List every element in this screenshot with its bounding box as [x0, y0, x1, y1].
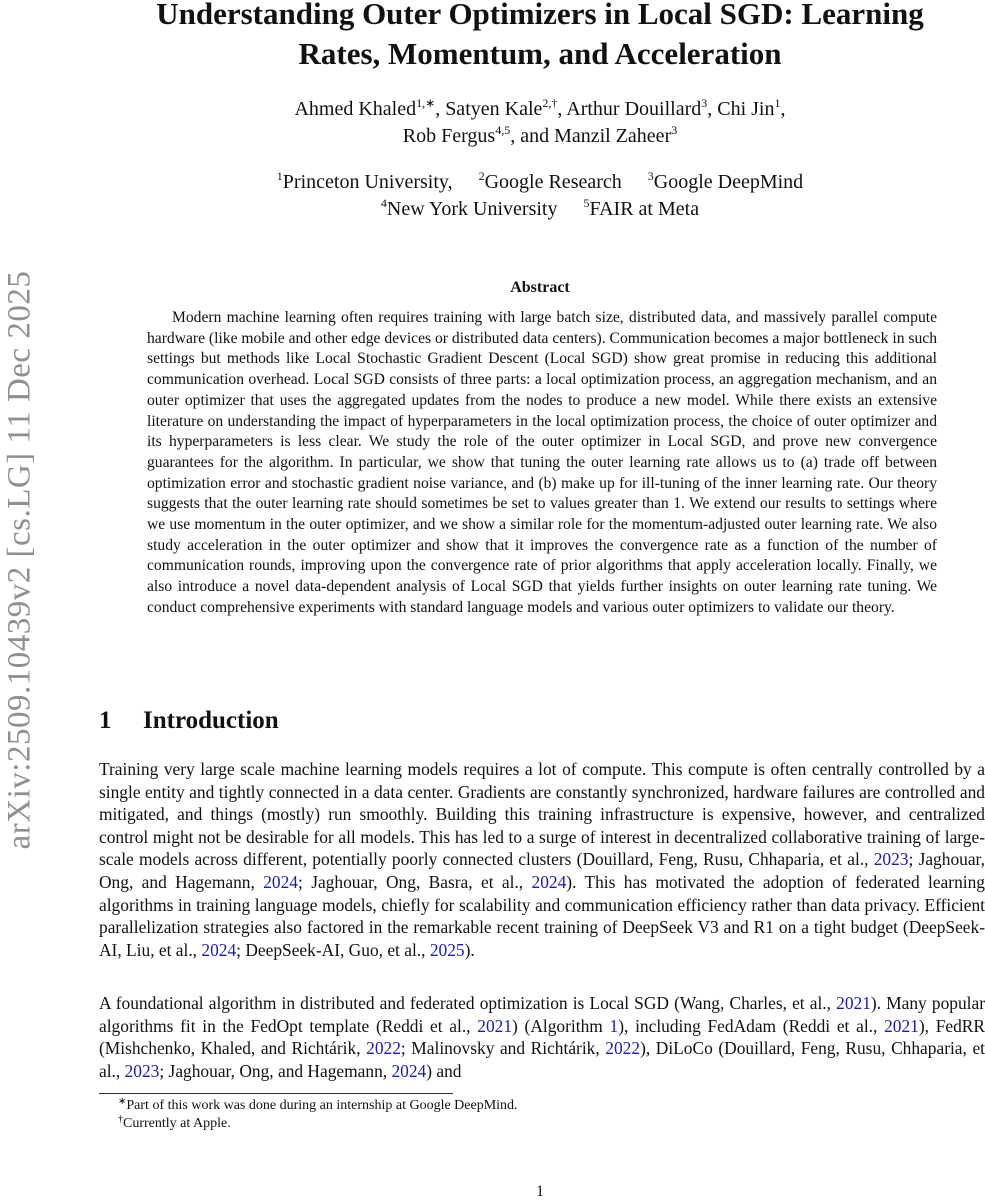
affiliation-name: New York University — [386, 198, 558, 220]
abstract-heading: Abstract — [510, 279, 570, 296]
algorithm-link[interactable]: 1 — [609, 1015, 619, 1036]
affiliation-line-1 — [95, 169, 985, 196]
section-number: 1 — [99, 707, 112, 734]
arxiv-id-text: arXiv:2509.10439v2 [cs.LG] 11 Dec 2025 — [1, 270, 38, 850]
paragraph-text: ), FedRR (Mishchenko, Khaled, and Richtárik, — [99, 1015, 985, 1059]
paper-title — [95, 0, 985, 74]
paragraph-text: ; Jaghouar, Ong, and Hagemann, — [99, 849, 985, 892]
paragraph-text: ; Jaghouar, Ong, Basra, et al., — [297, 871, 532, 892]
author-name: , Arthur Douillard — [557, 98, 702, 120]
citation-link[interactable]: 2024 — [391, 1060, 427, 1081]
citation-link[interactable]: 2024 — [201, 939, 237, 960]
citation-link[interactable]: 2023 — [873, 849, 909, 870]
author-affil-mark: 1 — [774, 96, 781, 110]
affiliation-line-2 — [95, 196, 985, 223]
paragraph-text: ). — [464, 939, 475, 960]
citation-link[interactable]: 2022 — [366, 1038, 401, 1059]
affiliation-list — [95, 169, 985, 223]
affiliation-name: FAIR at Meta — [589, 198, 700, 220]
paragraph-text: ; DeepSeek-AI, Guo, et al., — [236, 939, 430, 960]
author-line-2 — [95, 123, 985, 150]
author-affil-mark: 1,∗ — [416, 96, 436, 110]
affiliation-mark: 5 — [583, 196, 590, 210]
author-affil-mark: 3 — [671, 123, 678, 137]
footnote-text: Part of this work was done during an internship at Google DeepMind. — [126, 1098, 518, 1113]
affiliation-mark: 3 — [647, 169, 654, 183]
author-affil-mark: 4,5 — [495, 123, 511, 137]
affiliation-name: Princeton University, — [282, 171, 453, 193]
affiliation-name: Google DeepMind — [653, 171, 804, 193]
paragraph-text: ). This has motivated the adoption of federated learning algorithms in training language models, chiefly for scalability and communication efficiency rather than data privacy. Efficient parallelization strategies also factored in the remarkable recent training of DeepSeek V3 and R1 on a tight budget (DeepSeek-AI, Liu, et al., — [99, 871, 985, 960]
citation-link[interactable]: 2023 — [124, 1060, 160, 1081]
author-separator: , — [780, 98, 786, 120]
paragraph-text: ) and — [426, 1060, 462, 1081]
paragraph-text: A foundational algorithm in distributed and federated optimization is Local SGD (Wang, Charles, et al., — [99, 993, 837, 1013]
affiliation-name: Google Research — [484, 171, 622, 193]
paragraph-text: ). Many popular algorithms fit in the FedOpt template (Reddi et al., — [99, 993, 985, 1036]
citation-link[interactable]: 2025 — [429, 939, 465, 960]
paragraph-text: ) (Algorithm — [512, 1015, 610, 1036]
paragraph-text: ), including FedAdam (Reddi et al., — [618, 1015, 885, 1036]
citation-link[interactable]: 2024 — [263, 871, 298, 892]
author-name: , Satyen Kale — [435, 98, 543, 120]
footnote-divider — [99, 1093, 453, 1094]
author-affil-mark: 3 — [701, 96, 708, 110]
affiliation-mark: 1 — [276, 169, 283, 183]
footnote-mark: ∗ — [118, 1096, 127, 1107]
abstract-text: Modern machine learning often requires training with large batch size, distributed data, and massively parallel compute hardware (like mobile and other edge devices or distributed data centers). Communication becomes a major bottleneck in such settings but methods like Local Stochastic Gradient Descent (Local SGD) show great promise in reducing this additional communication overhead. Local SGD consists of three parts: a local optimization process, an aggregation mechanism, and an outer optimizer that uses the aggregated updates from the nodes to produce a new model. While there exists an extensive literature on understanding the impact of hyperparameters in the local optimization process, the choice of outer optimizer and its hyperparameters is less clear. We study the role of the outer optimizer in Local SGD, and prove new convergence guarantees for the algorithm. In particular, we show that tuning the outer learning rate allows us to (a) trade off between optimization error and stochastic gradient noise variance, and (b) make up for ill-tuning of the inner learning rate. Our theory suggests that the outer learning rate should sometimes be set to values greater than 1. We extend our results to settings where we use momentum in the outer optimizer, and we show a similar role for the momentum-adjusted outer learning rate. We also study acceleration in the outer optimizer and show that it improves the convergence rate as a function of the number of communication rounds, improving upon the convergence rate of prior algorithms that apply acceleration locally. Finally, we also introduce a novel data-dependent analysis of Local SGD that yields further insights on outer learning rate tuning. We conduct comprehensive experiments with standard language models and various outer optimizers to validate our theory. — [147, 309, 937, 616]
footnote-1 — [118, 1097, 518, 1115]
footnotes — [118, 1097, 518, 1133]
author-line-1 — [95, 96, 985, 123]
footnote-mark: † — [118, 1114, 123, 1125]
footnote-2 — [118, 1115, 518, 1133]
title-line-1: Understanding Outer Optimizers in Local SGD: Learning — [156, 0, 924, 31]
title-line-2: Rates, Momentum, and Acceleration — [298, 36, 782, 71]
citation-link[interactable]: 2024 — [531, 871, 567, 892]
author-name: Rob Fergus — [402, 125, 496, 147]
citation-link[interactable]: 2021 — [477, 1015, 513, 1036]
paragraph-text: Training very large scale machine learning models requires a lot of compute. This compute is often centrally controlled by a single entity and tightly connected in a data center. Gradients are constantly synchronized, hardware failures are controlled and mitigated, and things (mostly) run smoothly. Building this training infrastructure is expensive, however, and centralized control might not be desirable for all models. This has led to a surge of interest in decentralized collaborative training of large-scale models across different, potentially poorly connected clusters (Douillard, Feng, Rusu, Chhaparia, et al., — [99, 759, 985, 870]
footnote-text: Currently at Apple. — [123, 1116, 231, 1131]
affiliation-mark: 2 — [478, 169, 485, 183]
author-list — [95, 96, 985, 150]
citation-link[interactable]: 2021 — [884, 1015, 919, 1036]
author-name: , Chi Jin — [707, 98, 775, 120]
page-number: 1 — [536, 1183, 544, 1200]
citation-link[interactable]: 2022 — [605, 1038, 641, 1059]
intro-paragraph-1 — [99, 758, 985, 961]
section-title-text: Introduction — [143, 707, 279, 734]
section-heading — [99, 707, 279, 735]
paragraph-text: ), DiLoCo (Douillard, Feng, Rusu, Chhaparia, et al., — [99, 1038, 985, 1081]
paragraph-text: ; Jaghouar, Ong, and Hagemann, — [159, 1060, 392, 1081]
intro-paragraph-2 — [99, 992, 985, 1082]
affiliation-mark: 4 — [380, 196, 387, 210]
citation-link[interactable]: 2021 — [836, 993, 871, 1013]
author-name: , and Manzil Zaheer — [510, 125, 672, 147]
paragraph-text: ; Malinovsky and Richtárik, — [400, 1038, 606, 1059]
author-affil-mark: 2,† — [542, 96, 558, 110]
author-name: Ahmed Khaled — [294, 98, 417, 120]
